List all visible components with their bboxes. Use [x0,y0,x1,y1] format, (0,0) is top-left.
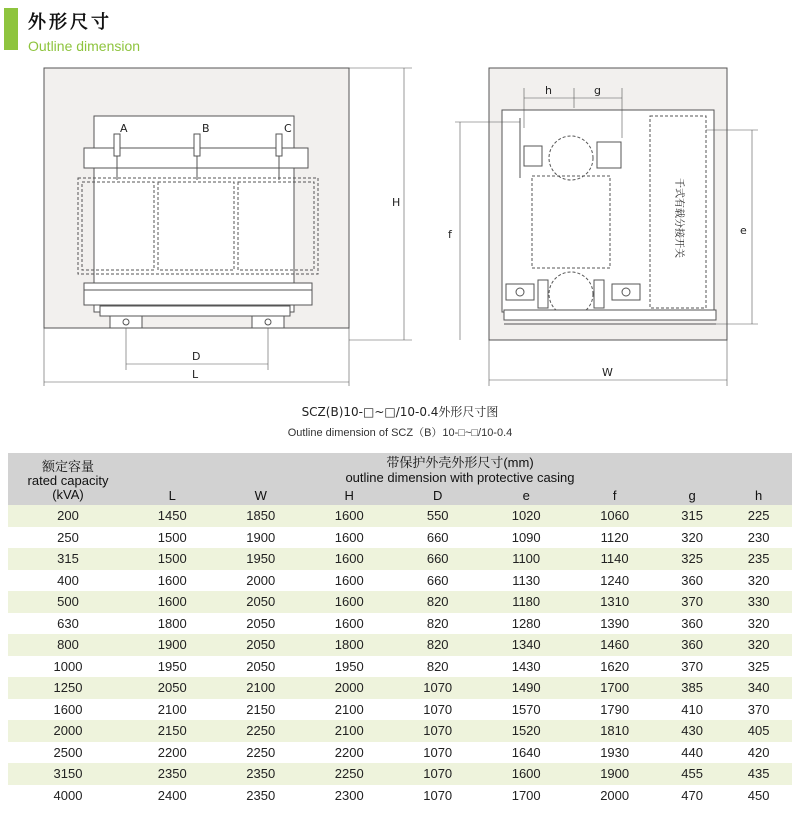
table-row [8,548,792,570]
wheel-right [252,316,284,328]
capacity-header-cn: 额定容量 [41,459,94,474]
label-dim-g: g [594,84,601,97]
drawing-svg [0,58,800,398]
dimension-cell: 1950 [128,656,216,678]
dimension-cell: 370 [659,656,725,678]
dimension-cell: 330 [725,591,792,613]
capacity-cell: 1600 [8,699,128,721]
dimension-cell: 1130 [482,570,570,592]
bottom-clamp [84,283,312,305]
dimension-cell: 2050 [216,591,304,613]
table-row [8,656,792,678]
table-row [8,785,792,807]
dimension-cell: 2250 [216,720,304,742]
dimension-cell: 470 [659,785,725,807]
drawing-caption-cn: SCZ(B)10-□~□/10-0.4外形尺寸图 [301,405,499,419]
dimension-cell: 820 [393,613,481,635]
dimension-cell: 660 [393,548,481,570]
dimension-cell: 2050 [216,634,304,656]
dimension-cell: 1070 [393,785,481,807]
dimension-cell: 2250 [216,742,304,764]
column-header: L [128,485,216,505]
dimension-cell: 1810 [570,720,658,742]
dimension-cell: 370 [725,699,792,721]
dimension-cell: 1020 [482,505,570,527]
dimension-cell: 1450 [128,505,216,527]
dimension-cell: 1600 [305,527,393,549]
side-view [455,68,758,386]
dimension-cell: 420 [725,742,792,764]
label-dim-H: H [392,196,401,209]
capacity-cell: 315 [8,548,128,570]
table-row [8,720,792,742]
dimension-cell: 405 [725,720,792,742]
dimension-cell: 320 [659,527,725,549]
table-body [8,505,792,806]
dimension-table-wrap [8,453,792,806]
dimension-cell: 1900 [570,763,658,785]
dimension-cell: 1060 [570,505,658,527]
section-header [0,0,800,60]
dimension-cell: 1800 [128,613,216,635]
table-row [8,742,792,764]
dimension-cell: 455 [659,763,725,785]
dimension-cell: 1950 [216,548,304,570]
table-row [8,591,792,613]
dimension-cell: 1460 [570,634,658,656]
dimension-cell: 1490 [482,677,570,699]
dimension-cell: 1070 [393,677,481,699]
dimension-cell: 2350 [128,763,216,785]
dimension-cell: 2400 [128,785,216,807]
dimension-cell: 550 [393,505,481,527]
table-row [8,613,792,635]
dimension-cell: 1570 [482,699,570,721]
table-row [8,763,792,785]
label-dim-W: W [602,366,613,379]
dimension-cell: 1700 [482,785,570,807]
dimension-cell: 1280 [482,613,570,635]
drawing-caption-en: Outline dimension of SCZ（B）10-□~□/10-0.4 [287,427,513,439]
dimension-cell: 660 [393,527,481,549]
dimension-cell: 1120 [570,527,658,549]
table-row [8,527,792,549]
dimension-cell: 360 [659,634,725,656]
label-dim-h: h [545,84,552,97]
dimension-cell: 450 [725,785,792,807]
table-row [8,634,792,656]
dimension-cell: 410 [659,699,725,721]
dimension-cell: 1620 [570,656,658,678]
dimension-cell: 2050 [128,677,216,699]
dimension-cell: 1140 [570,548,658,570]
label-dim-D: D [192,350,201,363]
dimension-cell: 1790 [570,699,658,721]
dimension-cell: 1500 [128,548,216,570]
capacity-header [8,453,128,505]
dimension-cell: 1430 [482,656,570,678]
dimension-cell: 325 [659,548,725,570]
dimension-cell: 2050 [216,656,304,678]
dimension-cell: 1340 [482,634,570,656]
base-beam [100,306,290,316]
table-row [8,677,792,699]
dimension-cell: 1240 [570,570,658,592]
dimension-cell: 1600 [482,763,570,785]
label-dim-f: f [448,228,452,241]
dimension-cell: 320 [725,570,792,592]
dimension-cell: 2000 [305,677,393,699]
dimension-cell: 1900 [216,527,304,549]
capacity-cell: 800 [8,634,128,656]
label-tap-switch: 千式有载分接开关 [673,178,684,258]
wheel-left [110,316,142,328]
dimension-cell: 1500 [128,527,216,549]
dimension-cell: 2250 [305,763,393,785]
capacity-header-unit: (kVA) [52,487,84,502]
dimension-cell: 2200 [305,742,393,764]
dimension-cell: 235 [725,548,792,570]
dimension-cell: 1070 [393,763,481,785]
dimension-cell: 430 [659,720,725,742]
capacity-cell: 1000 [8,656,128,678]
dimension-cell: 660 [393,570,481,592]
table-row [8,699,792,721]
dimension-cell: 440 [659,742,725,764]
capacity-cell: 4000 [8,785,128,807]
table-row [8,505,792,527]
column-header: g [659,485,725,505]
dimension-cell: 1090 [482,527,570,549]
accent-bar [4,8,18,50]
dimension-cell: 2350 [216,763,304,785]
capacity-cell: 1250 [8,677,128,699]
capacity-cell: 2500 [8,742,128,764]
capacity-cell: 400 [8,570,128,592]
dimension-cell: 320 [725,613,792,635]
dimension-cell: 1070 [393,720,481,742]
capacity-cell: 200 [8,505,128,527]
dimension-cell: 2100 [128,699,216,721]
dimension-cell: 1800 [305,634,393,656]
dimension-cell: 1070 [393,699,481,721]
dimension-cell: 2100 [305,699,393,721]
dimension-cell: 1600 [305,591,393,613]
dimension-cell: 1700 [570,677,658,699]
dimension-cell: 435 [725,763,792,785]
dimension-cell: 1640 [482,742,570,764]
dimension-cell: 1600 [305,570,393,592]
dimension-cell: 1070 [393,742,481,764]
dimension-cell: 1600 [305,505,393,527]
table-header-top [8,453,792,485]
dimension-cell: 230 [725,527,792,549]
dimension-cell: 315 [659,505,725,527]
label-dim-L: L [192,368,199,381]
dimension-table [8,453,792,806]
column-header: e [482,485,570,505]
dimension-cell: 1180 [482,591,570,613]
dimension-cell: 2000 [216,570,304,592]
dimension-cell: 2150 [216,699,304,721]
group-header-en: outline dimension with protective casing [345,470,575,485]
section-title-en: Outline dimension [28,38,141,54]
capacity-header-en: rated capacity [27,473,109,488]
dimension-cell: 2100 [216,677,304,699]
dimension-cell: 1600 [305,548,393,570]
dimension-cell: 820 [393,591,481,613]
capacity-cell: 2000 [8,720,128,742]
dimension-cell: 820 [393,656,481,678]
label-dim-e: e [740,224,747,237]
dimension-cell: 225 [725,505,792,527]
dimension-cell: 370 [659,591,725,613]
capacity-cell: 630 [8,613,128,635]
section-title-cn: 外形尺寸 [28,12,112,33]
label-phase-b: B [202,122,210,135]
label-phase-a: A [120,122,128,135]
dimension-cell: 1900 [128,634,216,656]
dimension-cell: 1310 [570,591,658,613]
column-header: h [725,485,792,505]
dimension-cell: 2050 [216,613,304,635]
column-header: H [305,485,393,505]
group-header [128,453,792,485]
dimension-cell: 820 [393,634,481,656]
capacity-cell: 500 [8,591,128,613]
dimension-cell: 1600 [128,570,216,592]
dimension-cell: 1600 [305,613,393,635]
dimension-cell: 1950 [305,656,393,678]
table-row [8,570,792,592]
group-header-cn: 带保护外壳外形尺寸(mm) [386,455,534,470]
label-phase-c: C [284,122,292,135]
capacity-cell: 250 [8,527,128,549]
dimension-cell: 320 [725,634,792,656]
column-header: f [570,485,658,505]
dimension-cell: 1930 [570,742,658,764]
dimension-cell: 1600 [128,591,216,613]
capacity-cell: 3150 [8,763,128,785]
front-view [44,68,412,386]
dimension-cell: 2100 [305,720,393,742]
outline-drawing [0,58,800,398]
dimension-cell: 1850 [216,505,304,527]
dimension-cell: 2150 [128,720,216,742]
dimension-cell: 2200 [128,742,216,764]
dimension-cell: 2000 [570,785,658,807]
dimension-cell: 2350 [216,785,304,807]
column-header: W [216,485,304,505]
dimension-cell: 1100 [482,548,570,570]
dimension-cell: 340 [725,677,792,699]
dimension-cell: 325 [725,656,792,678]
dimension-cell: 360 [659,613,725,635]
dimension-cell: 360 [659,570,725,592]
dimension-cell: 2300 [305,785,393,807]
dimension-cell: 1390 [570,613,658,635]
dimension-cell: 1520 [482,720,570,742]
column-header: D [393,485,481,505]
dimension-cell: 385 [659,677,725,699]
